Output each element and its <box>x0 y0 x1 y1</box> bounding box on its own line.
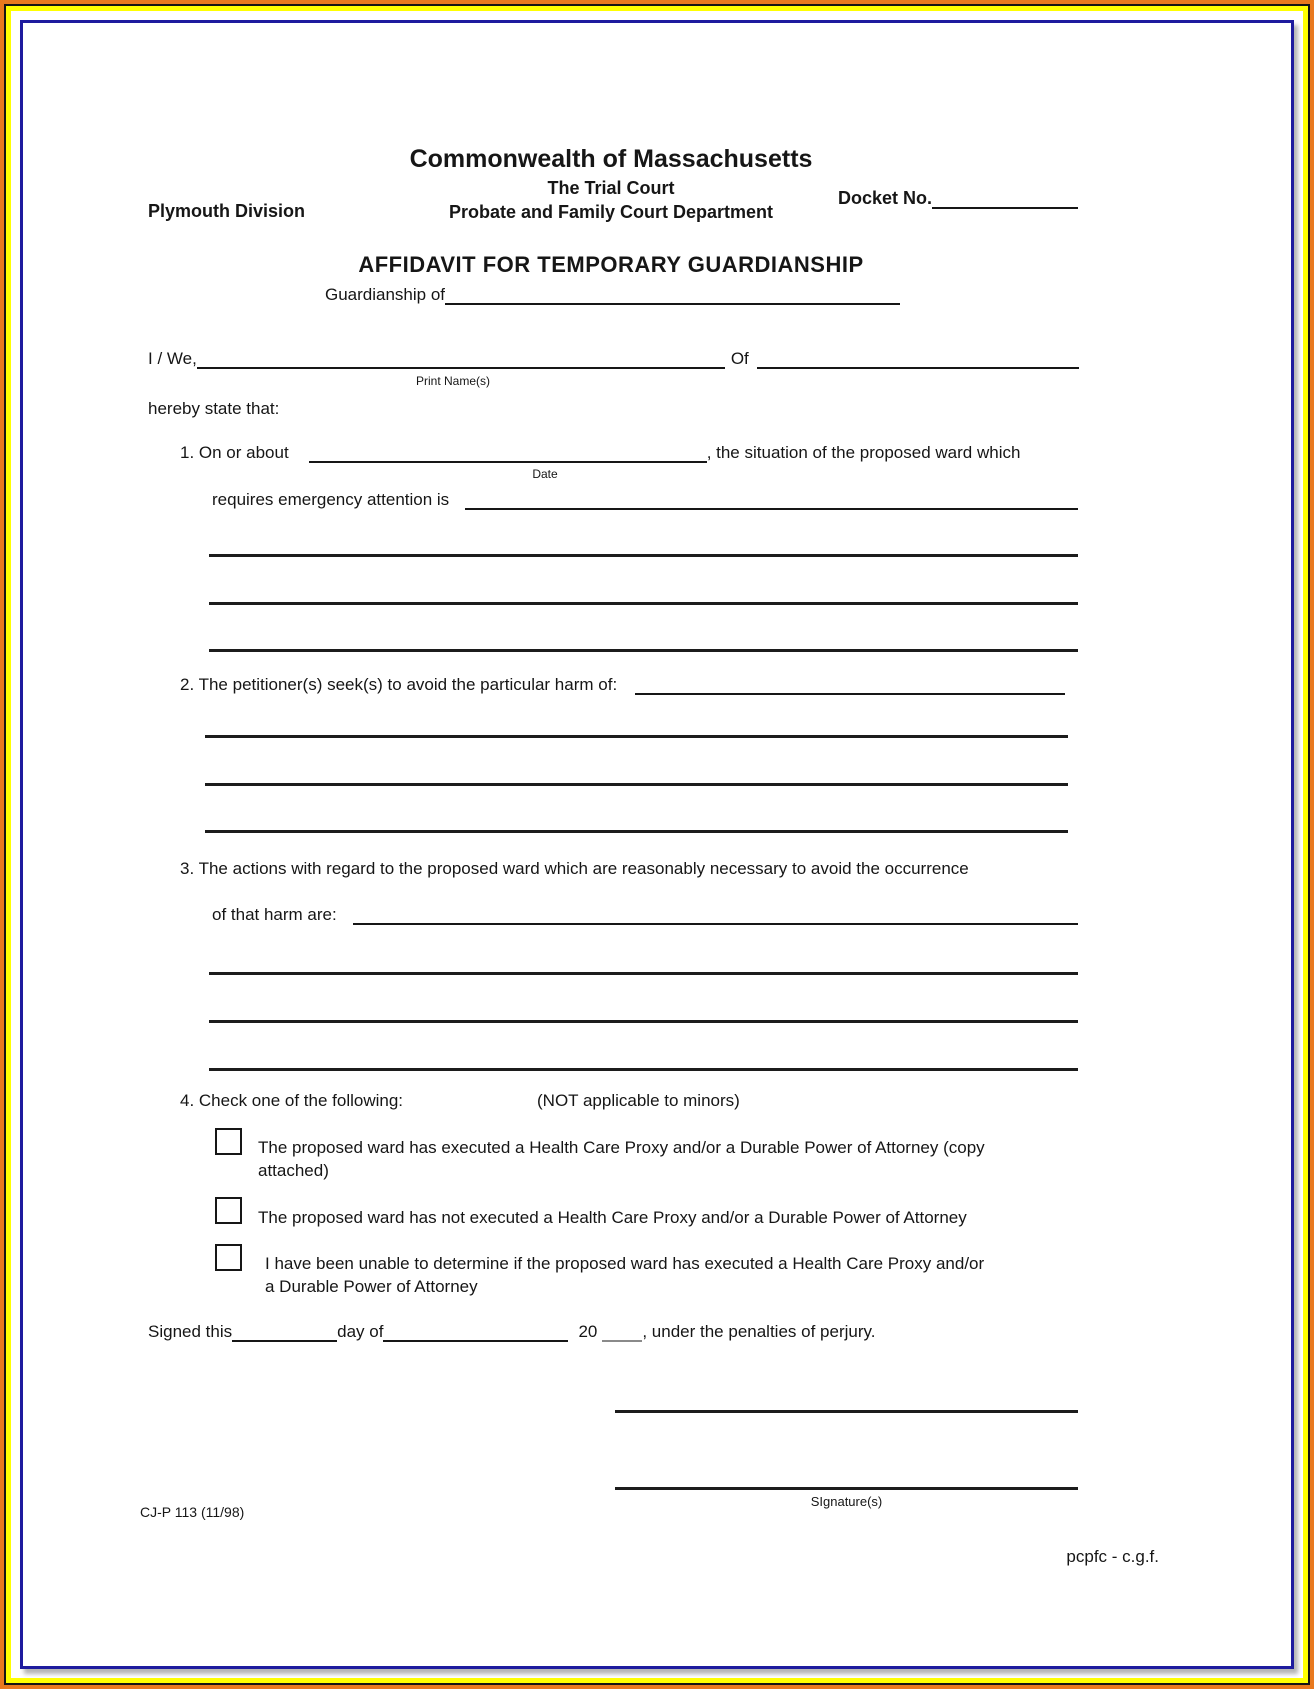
signed-year-blank[interactable] <box>602 1322 642 1342</box>
item1-prefix: 1. On or about <box>180 443 289 462</box>
footer-code: pcpfc - c.g.f. <box>1066 1547 1159 1566</box>
item1-line2-row <box>212 490 1078 510</box>
signed-row <box>148 1322 1088 1342</box>
signed-day-blank[interactable] <box>232 1322 337 1342</box>
century-label: 20 <box>578 1322 598 1341</box>
option-1-text: The proposed ward has executed a Health Care Proxy and/or a Durable Power of Attorney (copy attached) <box>258 1138 985 1180</box>
writing-line[interactable] <box>205 783 1068 786</box>
writing-line[interactable] <box>205 735 1068 738</box>
i-we-label: I / We, <box>148 349 197 368</box>
signature-line-1[interactable] <box>615 1410 1078 1413</box>
page-border-black <box>4 4 1310 1685</box>
item3-line2-label: of that harm are: <box>212 905 337 924</box>
writing-line[interactable] <box>209 649 1078 652</box>
date-caption: Date <box>532 467 558 481</box>
actions-blank[interactable] <box>353 905 1078 925</box>
hereby-state-label: hereby state that: <box>148 399 280 418</box>
day-of-label: day of <box>337 1322 384 1341</box>
item1-row <box>180 443 1085 463</box>
writing-line[interactable] <box>209 972 1078 975</box>
item2-label: 2. The petitioner(s) seek(s) to avoid the particular harm of: <box>180 675 618 694</box>
checkbox-unable-to-determine[interactable] <box>215 1244 242 1271</box>
writing-line[interactable] <box>209 1068 1078 1071</box>
guardianship-row <box>325 285 900 305</box>
petitioner-address-blank[interactable] <box>757 349 1079 369</box>
harm-blank[interactable] <box>635 675 1065 695</box>
checkbox-proxy-executed[interactable] <box>215 1128 242 1155</box>
writing-line[interactable] <box>209 602 1078 605</box>
signature-caption: SIgnature(s) <box>810 1494 883 1509</box>
item3-line2-row <box>212 905 1078 925</box>
item4-label: 4. Check one of the following: <box>180 1091 404 1110</box>
form-number: CJ-P 113 (11/98) <box>140 1504 245 1520</box>
trial-court-heading: The Trial Court <box>547 178 675 198</box>
division-label: Plymouth Division <box>148 201 306 221</box>
petitioner-row <box>148 349 1079 369</box>
petitioner-names-blank[interactable] <box>197 349 725 369</box>
ward-name-blank[interactable] <box>445 285 900 305</box>
of-label: Of <box>730 349 749 368</box>
situation-blank[interactable] <box>465 490 1078 510</box>
department-label: Probate and Family Court Department <box>448 202 774 222</box>
form-sheet <box>23 23 1291 1666</box>
item2-row <box>180 675 1065 695</box>
signed-this-label: Signed this <box>148 1322 233 1341</box>
print-names-caption: Print Name(s) <box>415 374 490 388</box>
signature-line-2[interactable] <box>615 1487 1078 1490</box>
item3-line1: 3. The actions with regard to the proposed ward which are reasonably necessary to avoid the occurrence <box>180 859 969 878</box>
writing-line[interactable] <box>209 1020 1078 1023</box>
page-border-yellow <box>6 6 1308 1683</box>
option-2-text: The proposed ward has not executed a Health Care Proxy and/or a Durable Power of Attorney <box>258 1208 967 1227</box>
date-blank[interactable] <box>309 443 707 463</box>
checkbox-proxy-not-executed[interactable] <box>215 1197 242 1224</box>
page-border-navy <box>20 20 1294 1669</box>
page-border-white-gap <box>11 11 1303 1678</box>
court-name-heading: Commonwealth of Massachusetts <box>409 145 813 173</box>
docket-label: Docket No. <box>838 188 933 208</box>
docket-number-blank[interactable] <box>932 189 1078 209</box>
writing-line[interactable] <box>209 554 1078 557</box>
item1-suffix: , the situation of the proposed ward which <box>706 443 1021 462</box>
writing-line[interactable] <box>205 830 1068 833</box>
item4-note: (NOT applicable to minors) <box>537 1091 740 1110</box>
perjury-label: , under the penalties of perjury. <box>642 1322 876 1341</box>
docket-row <box>838 188 1078 209</box>
form-title: AFFIDAVIT FOR TEMPORARY GUARDIANSHIP <box>358 252 864 277</box>
option-3-text: I have been unable to determine if the proposed ward has executed a Health Care Proxy and/or a Durable Power of Attorney <box>265 1254 985 1296</box>
signed-month-blank[interactable] <box>383 1322 568 1342</box>
guardianship-of-label: Guardianship of <box>325 285 446 304</box>
item1-line2-label: requires emergency attention is <box>212 490 450 509</box>
